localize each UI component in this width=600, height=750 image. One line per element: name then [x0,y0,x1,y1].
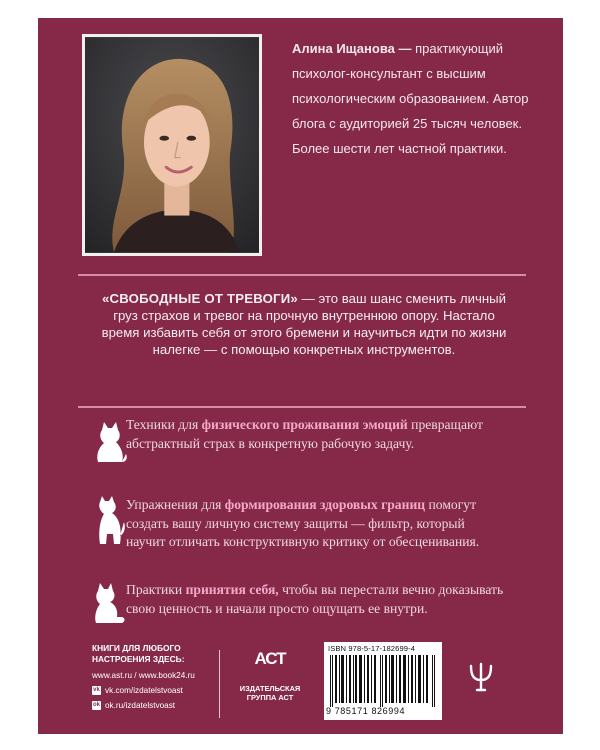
cat-sitting-icon [90,416,128,468]
footer-separator [219,650,220,718]
ok-icon: ok [92,702,100,708]
feature-text-end: превращают абстрактный страх в конкретную рабочую задачу. [126,417,483,451]
publisher-name-line-1: ИЗДАТЕЛЬСКАЯ [239,684,301,693]
book-tagline [98,290,510,358]
feature-text-end: помогут создать вашу личную систему защиты — фильтр, который научит отличать конструктивную критику от обесценивания. [126,497,480,549]
author-bio [292,36,532,161]
cat-standing-icon [90,496,128,548]
publisher-name [230,684,310,702]
publisher-logo [230,648,310,702]
divider-top [78,274,526,276]
feature-highlight: формирования здоровых границ [224,497,426,512]
isbn-barcode [324,642,442,720]
feature-text-start: Упражнения для [126,497,225,512]
feature-text-start: Практики [126,582,186,597]
feature-text [126,496,504,552]
vk-icon: vk [93,687,100,693]
feature-text-start: Техники для [126,417,202,432]
barcode-digits: 9 785171 826994 [326,706,406,716]
website-text: www.ast.ru / www.book24.ru [92,671,195,680]
isbn-text: ISBN 978-5-17-182699-4 [328,644,416,653]
feature-text [126,416,504,453]
feature-highlight: принятия себя, [185,582,279,597]
feature-highlight: физического проживания эмоций [201,417,408,432]
publisher-name-line-2: ГРУППА АСТ [246,693,294,702]
feature-text-end: чтобы вы перестали вечно доказывать свою ценность и начали просто ощущать ее внутри. [126,582,504,616]
tagline-title: «СВОБОДНЫЕ ОТ ТРЕВОГИ» [102,291,298,306]
vk-text: vk.com/izdatelstvoast [105,686,183,695]
author-bio-text: практикующий психолог-консультант с высшим психологическим образованием. Автор блога с аудиторией 25 тысяч человек. Более шести лет частной практики. [292,41,529,156]
promo-heading [92,643,185,665]
ok-link[interactable] [92,698,195,713]
book-back-cover [38,18,563,734]
barcode-icon [328,655,438,707]
cat-lying-icon [90,581,128,633]
vk-link[interactable] [92,683,195,698]
promo-line-2: НАСТРОЕНИЯ ЗДЕСЬ: [92,654,185,664]
tagline-text: — это ваш шанс сменить личный груз страхов и тревог на прочную внутреннюю опору. Настало время избавить себя от этого бремени и научиться идти по жизни налегке — с помощью конкретных инструментов. [101,291,507,357]
publisher-links [92,668,195,713]
website-link[interactable] [92,668,195,683]
author-name: Алина Ищанова — [292,41,412,56]
ok-text: ok.ru/izdatelstvoast [105,701,176,710]
psi-symbol-icon [468,662,494,692]
divider-middle [78,406,526,408]
promo-line-1: КНИГИ ДЛЯ ЛЮБОГО [92,643,181,653]
ast-logo-mark: АСТ [254,649,286,668]
author-photo [82,34,262,256]
feature-text [126,581,504,618]
